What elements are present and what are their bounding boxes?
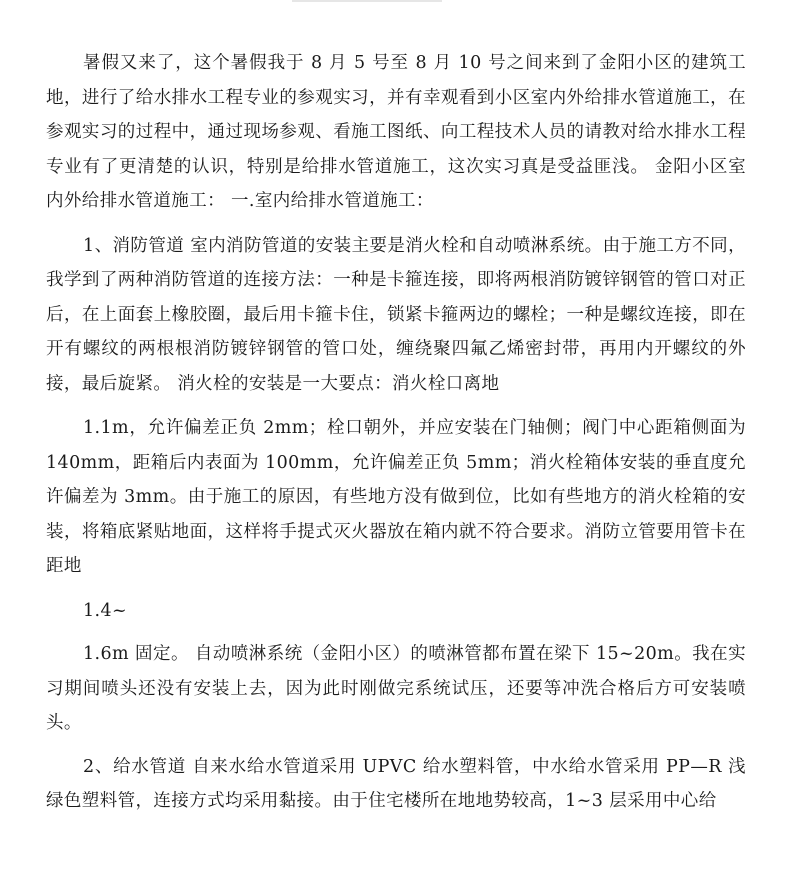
paragraph-fire-pipes: 1、消防管道 室内消防管道的安装主要是消火栓和自动喷淋系统。由于施工方不同，我学到了两种消防管道的连接方法：一种是卡箍连接，即将两根消防镀锌钢管的管口对正后，在上面套上橡胶圈，最后用卡箍卡住，锁紧卡箍两边的螺栓；一种是螺纹连接，即在开有螺纹的两根根消防镀锌钢管的管口处，缠绕聚四氟乙烯密封带，再用内开螺纹的外接，最后旋紧。 消火栓的安装是一大要点：消火栓口离地 — [46, 235, 746, 394]
paragraph-water-supply: 2、给水管道 自来水给水管道采用 UPVC 给水塑料管，中水给水管采用 PP—R 浅绿色塑料管，连接方式均采用黏接。由于住宅楼所在地地势较高，1~3 层采用中心给 — [46, 756, 746, 811]
document-body — [46, 46, 746, 829]
top-divider — [292, 0, 442, 2]
paragraph-hydrant-specs: 1.1m，允许偏差正负 2mm；栓口朝外，并应安装在门轴侧；阀门中心距箱侧面为 140mm，距箱后内表面为 100mm，允许偏差正负 5mm；消火栓箱体安装的垂直度允许偏差为 3mm。由于施工的原因，有些地方没有做到位，比如有些地方的消火栓箱的安装，将箱底紧贴地面，这样将手提式灭火器放在箱内就不符合要求。消防立管要用管卡在距地 — [46, 418, 746, 576]
paragraph-fragment: 1.4~ — [83, 600, 128, 621]
paragraph-intro: 暑假又来了，这个暑假我于 8 月 5 号至 8 月 10 号之间来到了金阳小区的建筑工地，进行了给水排水工程专业的参观实习，并有幸观看到小区室内外给排水管道施工，在参观实习的过程中，通过现场参观、看施工图纸、向工程技术人员的请教对给水排水工程专业有了更清楚的认识，特别是给排水管道施工，这次实习真是受益匪浅。 金阳小区室内外给排水管道施工： 一.室内给排水管道施工： — [46, 53, 746, 211]
paragraph-sprinkler: 1.6m 固定。 自动喷淋系统（金阳小区）的喷淋管都布置在梁下 15~20m。我在实习期间喷头还没有安装上去，因为此时刚做完系统试压，还要等冲洗合格后方可安装喷头。 — [46, 644, 746, 733]
